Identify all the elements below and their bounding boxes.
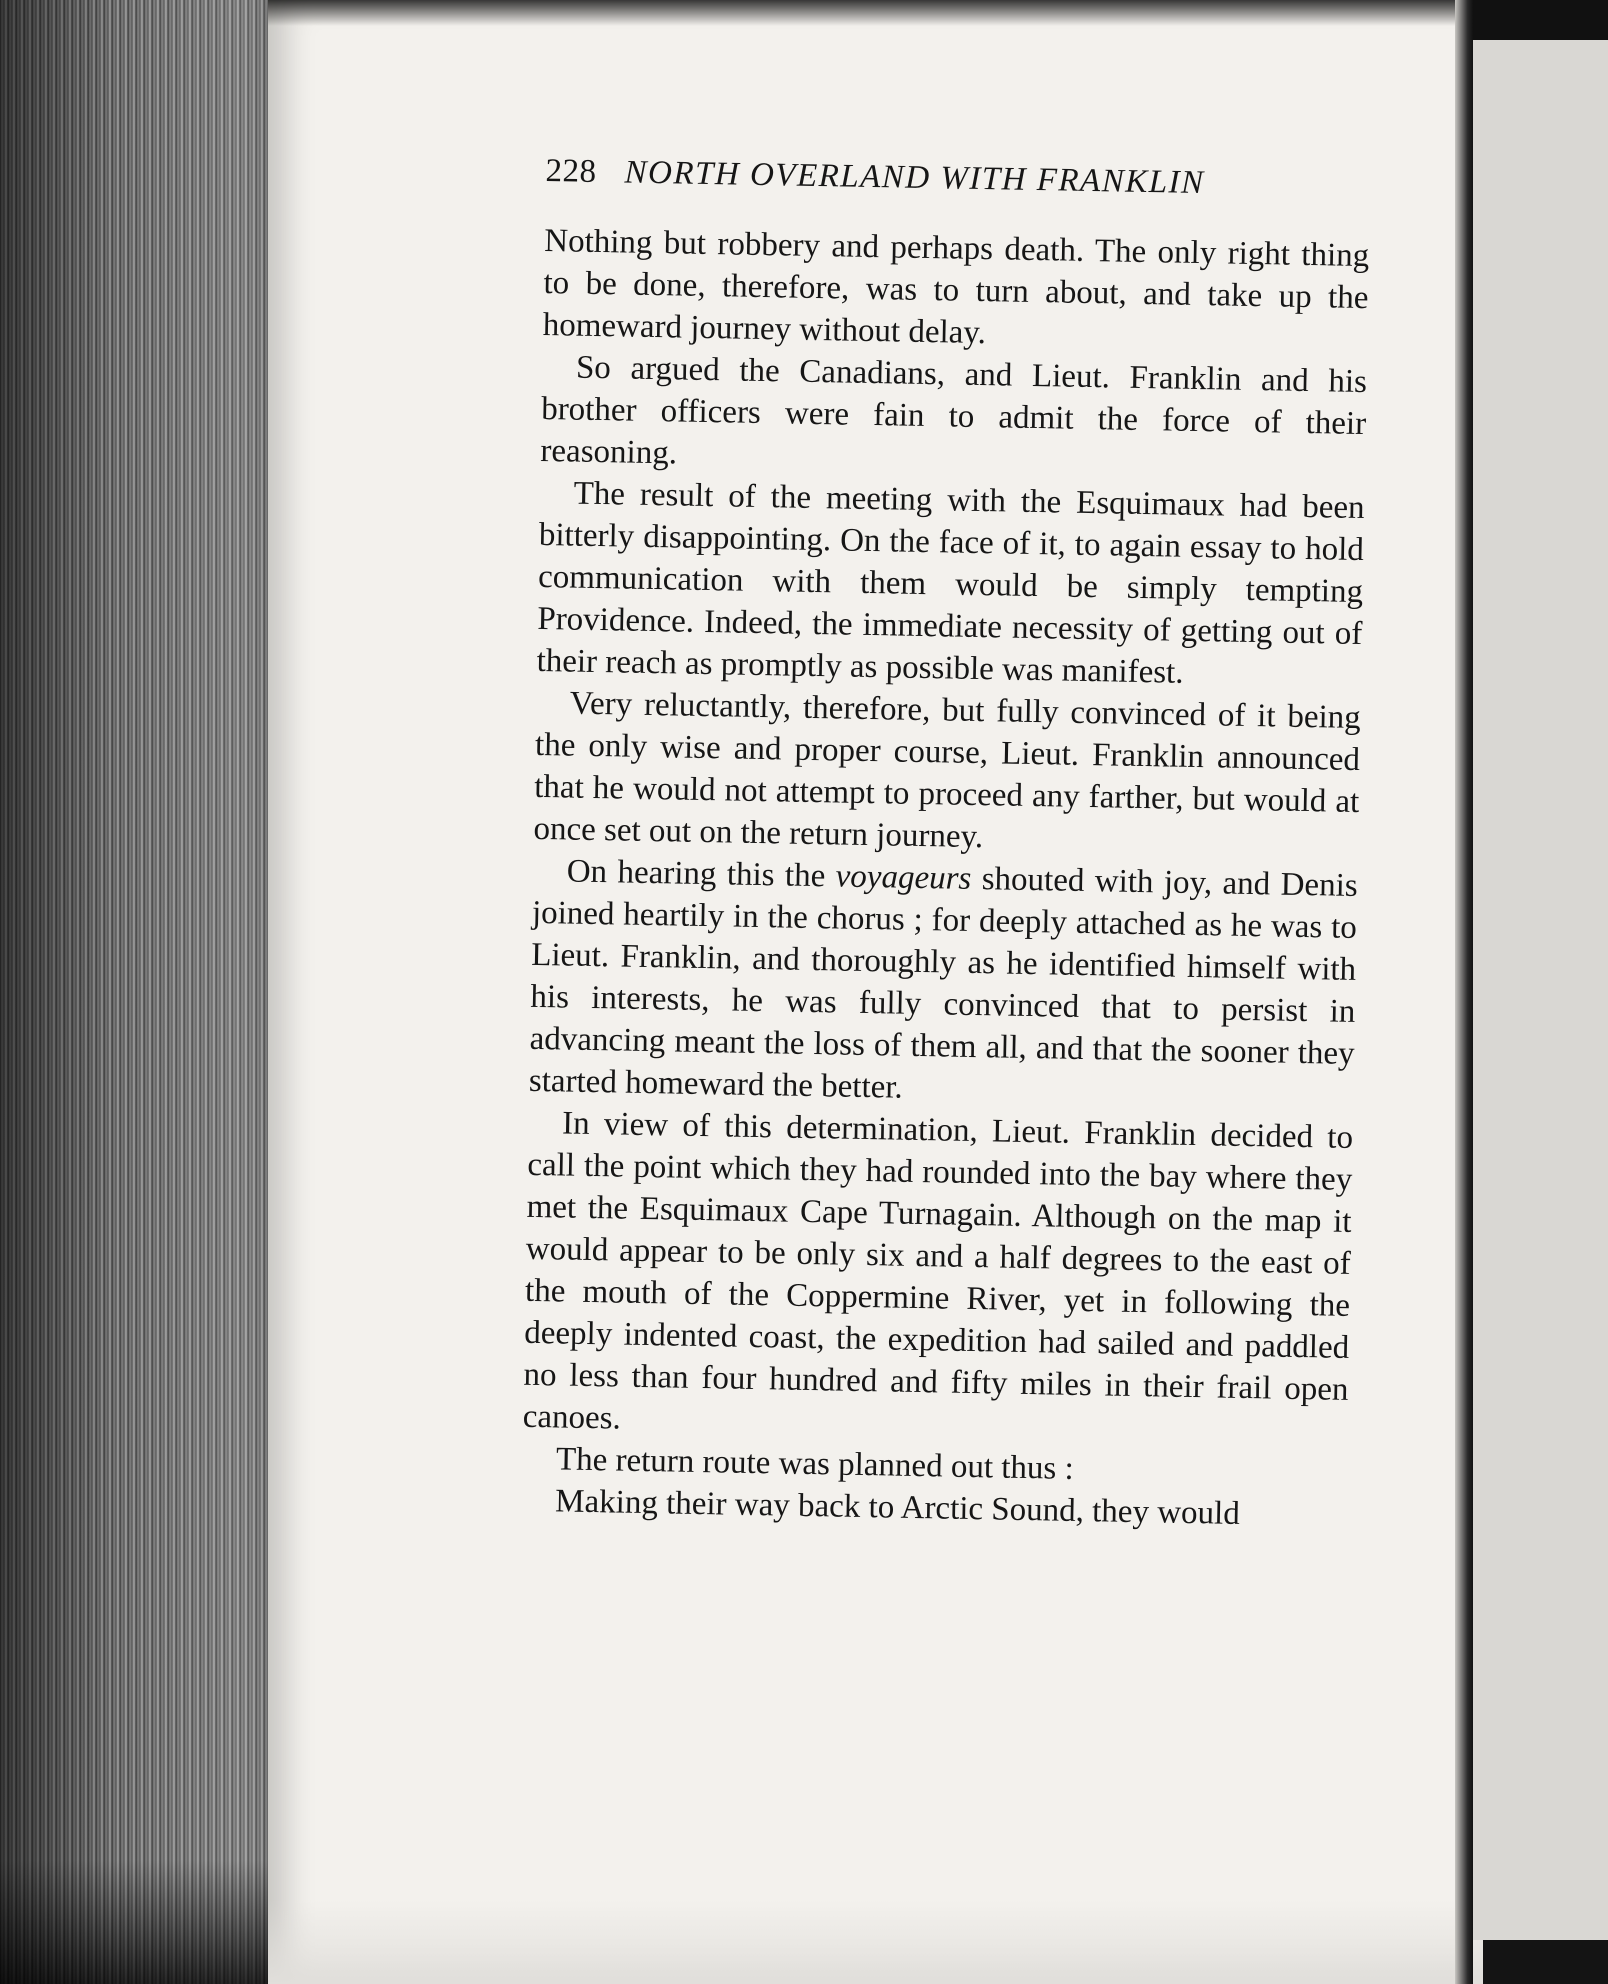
paragraph-6: In view of this determination, Lieut. Franklin decided to call the point which they had rounded into the bay where they met the Esquimaux Cape Turnagain. Although on the map it would appear to be only six and a half degrees to the east of the mouth of the Coppermine River, yet in following the deeply indented coast, the expedition had sailed and paddled no less than four hundred and fifty miles in their frail open canoes. <box>522 1105 1354 1437</box>
facing-page-top <box>1473 0 1608 40</box>
page-number: 228 <box>545 152 597 190</box>
paragraph-5-end: shouted with joy, and Denis joined heartily in the chorus ; for deeply attached as he was to Lieut. Franklin, and thoroughly as he identified himself with his interests, he was fully convinced that to persist in advancing meant the loss of them all, and that the sooner they started homeward the better. <box>528 860 1358 1106</box>
paragraph-5 <box>529 850 1358 1117</box>
paragraph-1: Nothing but robbery and perhaps death. The only right thing to be done, therefore, was to turn about, and take up the homeward journey without delay. <box>542 222 1370 352</box>
paragraph-8: Making their way back to Arctic Sound, they would <box>554 1483 1241 1532</box>
page-bottom-fade <box>268 1900 1483 1984</box>
page-top-shadow <box>268 0 1483 26</box>
voyageurs-word: voyageurs <box>835 858 972 897</box>
page-edges-shade <box>0 0 290 1984</box>
facing-page-edge <box>1473 40 1608 1940</box>
paragraph-7: The return route was planned out thus : <box>555 1441 1075 1487</box>
page-edges-bottom-shadow <box>0 1860 290 1984</box>
binding-gutter <box>1455 0 1473 1984</box>
paragraph-5-start: On hearing this the <box>566 853 837 895</box>
paragraph-2: So argued the Canadians, and Lieut. Franklin and his brother officers were fain to admit the force of their reasoning. <box>540 349 1368 472</box>
paragraph-3: The result of the meeting with the Esquimaux had been bitterly disappointing. On the face of it, to again essay to hold communication with them would be simply tempting Providence. Indeed, the immediate necessity of getting out of their reach as promptly as possible was manifest. <box>536 475 1365 691</box>
book-title: NORTH OVERLAND WITH FRANKLIN <box>624 154 1205 202</box>
page-text <box>521 150 1371 1537</box>
paragraph-4: Very reluctantly, therefore, but fully convinced of it being the only wise and proper course, Lieut. Franklin announced that he would not attempt to proceed any farther, but would at once set out on the return journey. <box>533 685 1362 856</box>
